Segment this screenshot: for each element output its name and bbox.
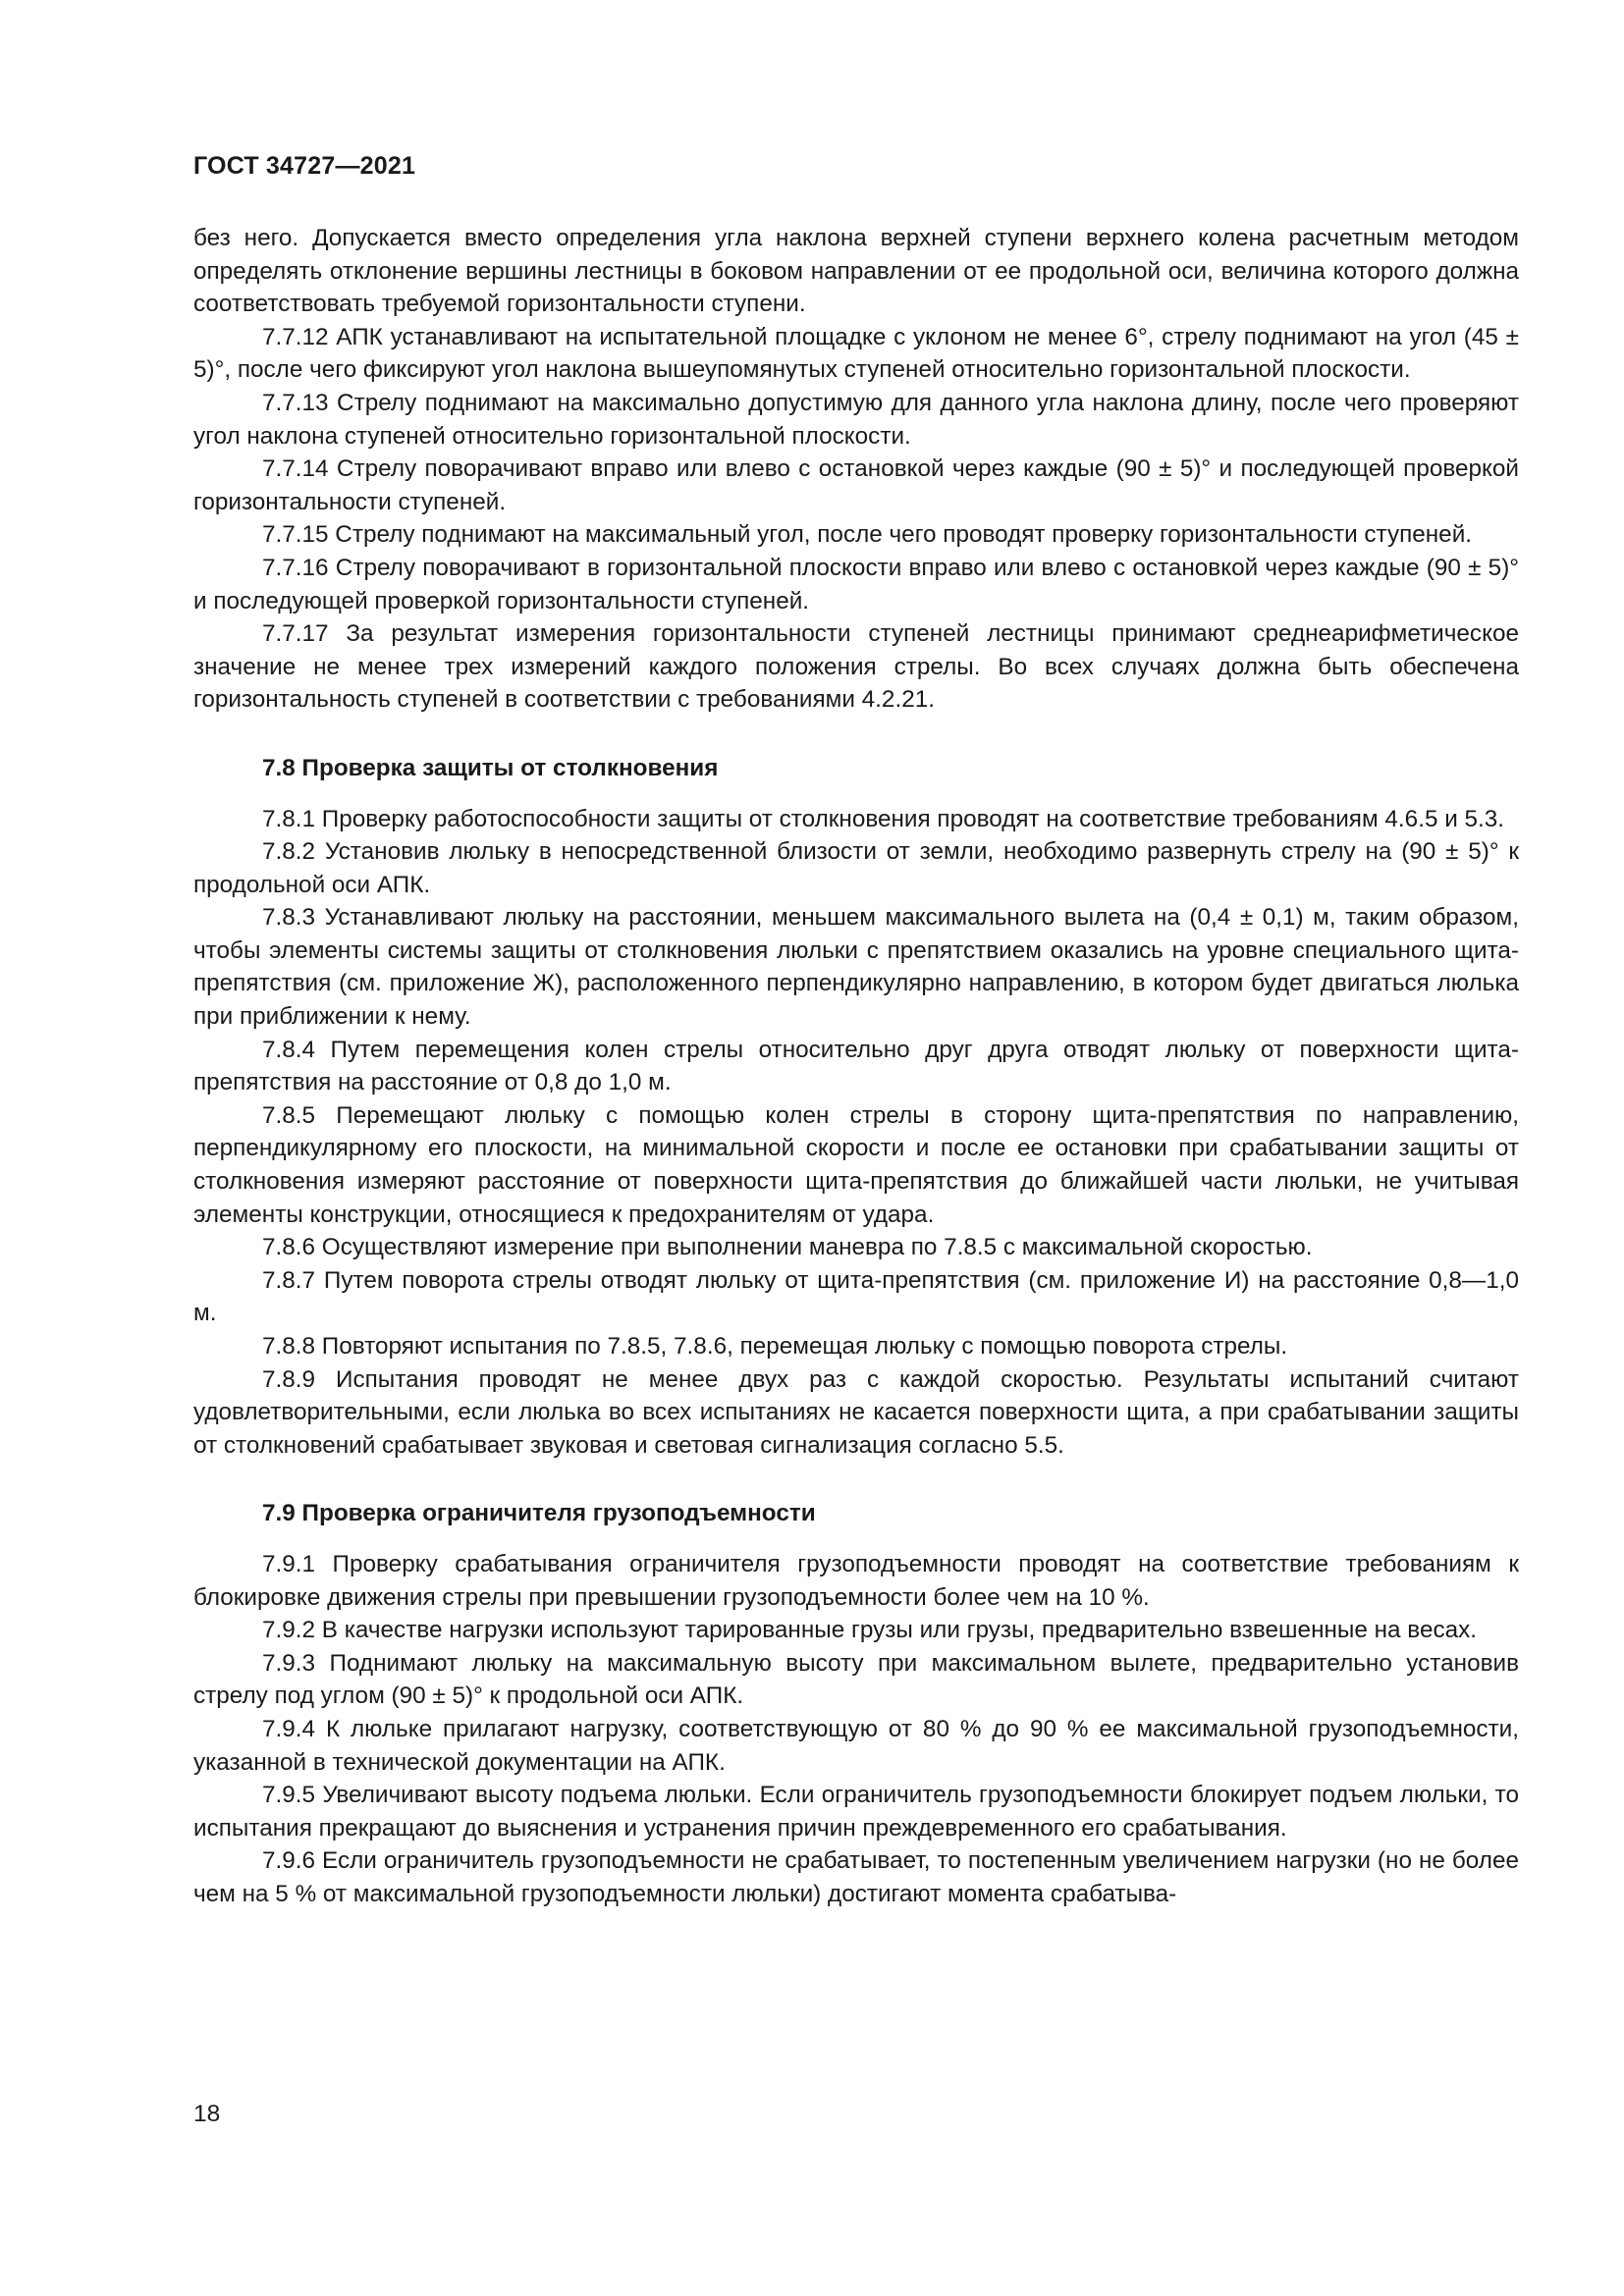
paragraph: 7.8.4 Путем перемещения колен стрелы относительно друг друга отводят люльку от поверхности щита-препятствия на расстояние от 0,8 до 1,0 м. (193, 1036, 1519, 1096)
paragraph: 7.7.12 АПК устанавливают на испытательной площадке с уклоном не менее 6°, стрелу поднимают на угол (45 ± 5)°, после чего фиксируют угол наклона вышеупомянутых ступеней относительно горизонтальной плоскости. (193, 323, 1519, 384)
paragraph: 7.8.1 Проверку работоспособности защиты от столкновения проводят на соответствие требованиям 4.6.5 и 5.3. (262, 805, 1505, 832)
paragraph: 7.7.14 Стрелу поворачивают вправо или влево с остановкой через каждые (90 ± 5)° и последующей проверкой горизонтальности ступеней. (193, 455, 1519, 515)
paragraph: 7.7.16 Стрелу поворачивают в горизонтальной плоскости вправо или влево с остановкой через каждые (90 ± 5)° и последующей проверкой горизонтальности ступеней. (193, 554, 1519, 614)
paragraph: 7.8.3 Устанавливают люльку на расстоянии, меньшем максимального вылета на (0,4 ± 0,1) м, таким образом, чтобы элементы системы защиты от столкновения люльки с препятствием оказались на уровне специального щита-препятствия (см. приложение Ж), расположенного перпендикулярно направлению, в котором будет двигаться люлька при приближении к нему. (193, 904, 1519, 1031)
paragraph: 7.8.5 Перемещают люльку с помощью колен стрелы в сторону щита-препятствия по направлению, перпендикулярному его плоскости, на минимальной скорости и после ее остановки при срабатывании защиты от столкновения измеряют расстояние от поверхности щита-препятствия до ближайшей части люльки, не учитывая элементы конструкции, относящиеся к предохранителям от удара. (193, 1101, 1519, 1228)
paragraph: 7.7.17 За результат измерения горизонтальности ступеней лестницы принимают среднеарифметическое значение не менее трех измерений каждого положения стрелы. Во всех случаях должна быть обеспечена горизонтальность ступеней в соответствии с требованиями 4.2.21. (193, 620, 1519, 714)
paragraph: 7.7.15 Стрелу поднимают на максимальный угол, после чего проводят проверку горизонтальности ступеней. (262, 521, 1473, 549)
page-number: 18 (193, 2101, 221, 2127)
paragraph: 7.8.2 Установив люльку в непосредственной близости от земли, необходимо развернуть стрелу на (90 ± 5)° к продольной оси АПК. (193, 838, 1519, 898)
paragraph: 7.8.9 Испытания проводят не менее двух раз с каждой скоростью. Результаты испытаний считают удовлетворительными, если люлька во всех испытаниях не касается поверхности щита, а при срабатывании защиты от столкновений срабатывает звуковая и световая сигнализация согласно 5.5. (193, 1365, 1519, 1459)
paragraph: 7.7.13 Стрелу поднимают на максимально допустимую для данного угла наклона длину, после чего проверяют угол наклона ступеней относительно горизонтальной плоскости. (193, 389, 1519, 450)
document-header: ГОСТ 34727—2021 (193, 152, 416, 180)
paragraph: 7.9.2 В качестве нагрузки используют тарированные грузы или грузы, предварительно взвешенные на весах. (262, 1617, 1478, 1644)
document-body (193, 222, 1519, 1911)
section-heading: 7.8 Проверка защиты от столкновения (262, 754, 719, 781)
paragraph: 7.9.5 Увеличивают высоту подъема люльки. Если ограничитель грузоподъемности блокирует подъем люльки, то испытания прекращают до выяснения и устранения причин преждевременного его срабатывания. (193, 1782, 1519, 1842)
paragraph: 7.9.1 Проверку срабатывания ограничителя грузоподъемности проводят на соответствие требованиям к блокировке движения стрелы при превышении грузоподъемности более чем на 10 %. (193, 1550, 1519, 1611)
paragraph: 7.8.6 Осуществляют измерение при выполнении маневра по 7.8.5 с максимальной скоростью. (262, 1234, 1313, 1261)
paragraph: 7.9.4 К люльке прилагают нагрузку, соответствующую от 80 % до 90 % ее максимальной грузоподъемности, указанной в технической документации на АПК. (193, 1715, 1519, 1776)
section-heading: 7.9 Проверка ограничителя грузоподъемности (262, 1500, 816, 1527)
paragraph: 7.9.6 Если ограничитель грузоподъемности не срабатывает, то постепенным увеличением нагрузки (но не более чем на 5 % от максимальной грузоподъемности люльки) достигают момента срабатыва- (193, 1847, 1519, 1907)
paragraph: 7.8.7 Путем поворота стрелы отводят люльку от щита-препятствия (см. приложение И) на расстояние 0,8—1,0 м. (193, 1266, 1519, 1327)
paragraph: без него. Допускается вместо определения угла наклона верхней ступени верхнего колена расчетным методом определять отклонение вершины лестницы в боковом направлении от ее продольной оси, величина которого должна соответствовать требуемой горизонтальности ступени. (193, 225, 1519, 318)
paragraph: 7.8.8 Повторяют испытания по 7.8.5, 7.8.6, перемещая люльку с помощью поворота стрелы. (262, 1333, 1288, 1360)
paragraph: 7.9.3 Поднимают люльку на максимальную высоту при максимальном вылете, предварительно установив стрелу под углом (90 ± 5)° к продольной оси АПК. (193, 1649, 1519, 1710)
